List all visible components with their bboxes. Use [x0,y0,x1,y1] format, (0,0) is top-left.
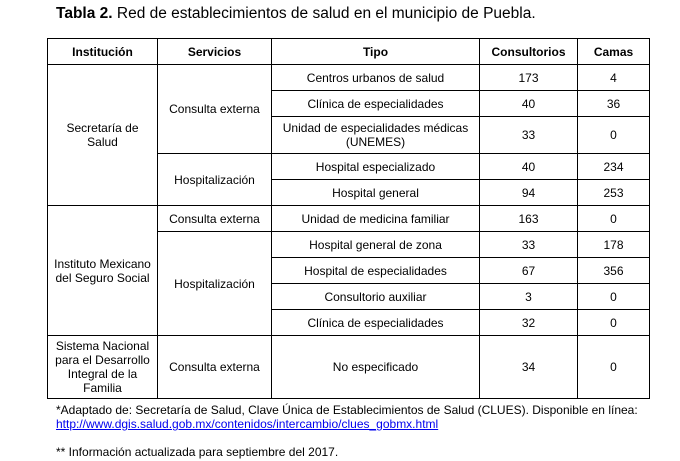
tipo-cell: Unidad de medicina familiar [272,206,480,232]
tipo-cell: Clínica de especialidades [272,91,480,117]
tipo-cell: Consultorio auxiliar [272,284,480,310]
institution-cell: Sistema Nacional para el Desarrollo Integral de la Familia [48,336,158,399]
tipo-cell: No especificado [272,336,480,399]
update-note: ** Información actualizada para septiembre del 2017. [56,445,339,459]
caption-text: Red de establecimientos de salud en el municipio de Puebla. [112,5,536,22]
camas-cell: 0 [578,117,650,154]
health-establishments-table [47,38,650,399]
table-caption [56,5,536,23]
consultorios-cell: 34 [480,336,578,399]
header-tipo: Tipo [272,39,480,65]
institution-cell: Secretaría de Salud [48,65,158,206]
consultorios-cell: 33 [480,117,578,154]
tipo-cell: Hospital general de zona [272,232,480,258]
service-cell: Hospitalización [158,232,272,336]
tipo-cell: Centros urbanos de salud [272,65,480,91]
tipo-cell: Clínica de especialidades [272,310,480,336]
service-cell: Consulta externa [158,336,272,399]
institution-cell: Instituto Mexicano del Seguro Social [48,206,158,336]
caption-label: Tabla 2. [56,5,113,22]
consultorios-cell: 40 [480,91,578,117]
camas-cell: 253 [578,180,650,206]
service-cell: Hospitalización [158,154,272,206]
camas-cell: 0 [578,336,650,399]
tipo-cell: Hospital de especialidades [272,258,480,284]
table-row [48,206,650,232]
consultorios-cell: 40 [480,154,578,180]
consultorios-cell: 33 [480,232,578,258]
camas-cell: 0 [578,206,650,232]
camas-cell: 356 [578,258,650,284]
table-row [48,65,650,91]
consultorios-cell: 94 [480,180,578,206]
consultorios-cell: 163 [480,206,578,232]
camas-cell: 0 [578,310,650,336]
source-note [56,403,652,431]
consultorios-cell: 32 [480,310,578,336]
tipo-cell: Hospital general [272,180,480,206]
service-cell: Consulta externa [158,65,272,154]
clues-link[interactable]: http://www.dgis.salud.gob.mx/contenidos/intercambio/clues_gobmx.html [56,417,439,431]
consultorios-cell: 67 [480,258,578,284]
tipo-cell: Hospital especializado [272,154,480,180]
header-servicios: Servicios [158,39,272,65]
camas-cell: 178 [578,232,650,258]
service-cell: Consulta externa [158,206,272,232]
header-institucion: Institución [48,39,158,65]
consultorios-cell: 3 [480,284,578,310]
header-camas: Camas [578,39,650,65]
camas-cell: 0 [578,284,650,310]
header-row [48,39,650,65]
table-row [48,336,650,399]
source-text: *Adaptado de: Secretaría de Salud, Clave Única de Establecimientos de Salud (CLUES). Disponible en línea: [56,403,638,417]
header-consultorios: Consultorios [480,39,578,65]
consultorios-cell: 173 [480,65,578,91]
camas-cell: 234 [578,154,650,180]
camas-cell: 36 [578,91,650,117]
camas-cell: 4 [578,65,650,91]
tipo-cell: Unidad de especialidades médicas (UNEMES) [272,117,480,154]
